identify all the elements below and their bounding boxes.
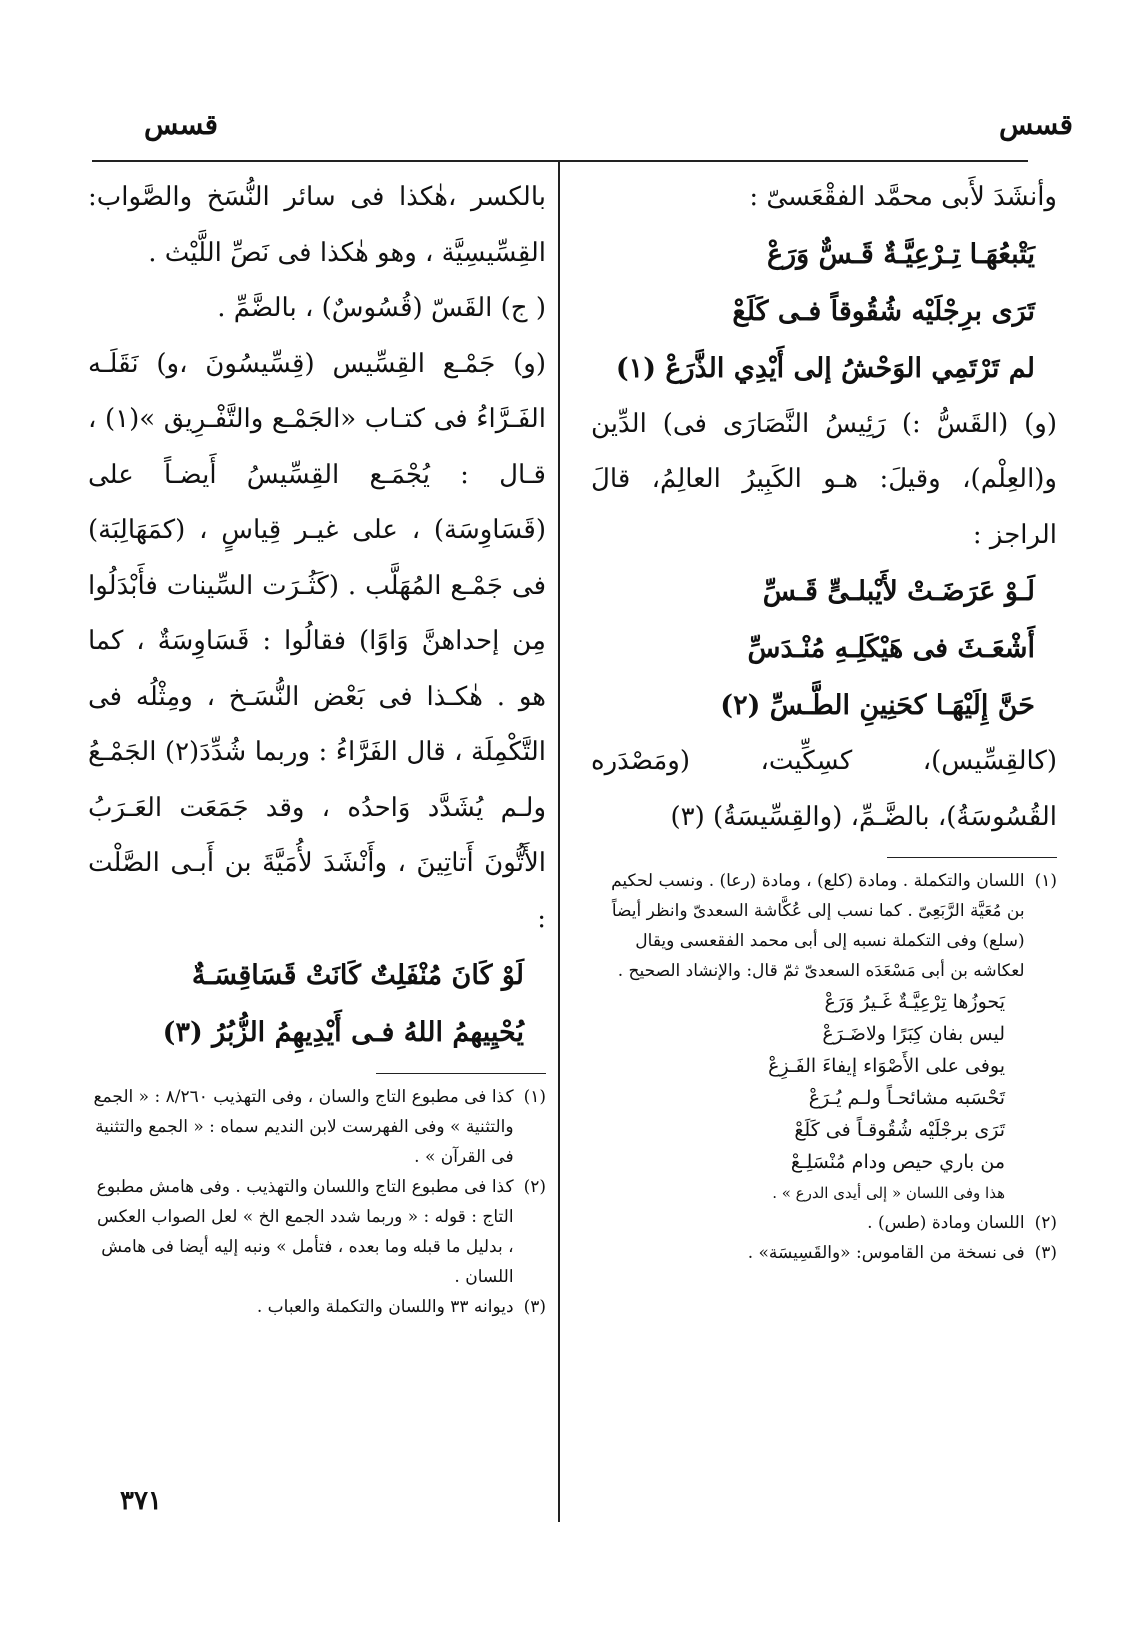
left-paragraph-kasr: بالكسر ،هٰكذا فى سائر النُّسَخ والصَّواب: القِسِّيسِيَّة ، وهو هٰكذا فى نَصِّ اللَّيْث .	[88, 182, 546, 268]
verse-line: حَنَّ إِلَيْهَـا كحَنِينِ الطَّـسِّ (٢)	[720, 690, 1035, 721]
footnote-poem	[591, 986, 1057, 1178]
footnote-text: كذا فى مطبوع التاج واللسان والتهذيب . وفى هامش مطبوع التاج : قوله : « وربما شدد الجمع الخ » لعل الصواب العكس ، بدليل ما قبله وما بعده ، فتأمل » ونبه إليه أيضا فى هامش اللسان .	[96, 1177, 514, 1287]
verse-line: أَشْعَـثَ فى هَيْكَلِـهِ مُنْـدَسِّ	[747, 633, 1035, 664]
verse-line: لَوْ كَانَ مُنْفَلِتٌ كَانَتْ قَسَاقِسَـةٌ	[191, 960, 524, 991]
footnote-item	[591, 1208, 1057, 1238]
left-footnotes	[88, 1082, 546, 1322]
running-header-left: قسس	[144, 108, 219, 141]
header-rule	[92, 160, 1028, 162]
right-column	[591, 170, 1057, 1268]
footnote-rule	[887, 857, 1057, 858]
right-footnotes	[591, 866, 1057, 1268]
footnote-number: (١)	[523, 1087, 546, 1107]
footnote-text: اللسان والتكملة . ومادة (كلع) ، ومادة (رعا) . ونسب لحكيم بن مُعَيَّة الرَّبَعِىّ . كما نسب إلى عُكَّاشة السعدىّ وانظر أيضاً (سلع) وفى التكملة نسبه إلى أبى محمد الفقعسى ويقال لعكاشه بن أبى مَسْعَدَه السعدىّ ثمّ قال: والإنشاد الصحيح .	[611, 871, 1025, 981]
verse-line: لم تَرْتَمِي الوَحْشُ إلى أَيْدِي الذَّرَعْ (١)	[615, 352, 1035, 384]
left-column	[88, 170, 546, 1322]
right-paragraph-qissis: (كالقِسِّيس)، كسِكِّيت، (ومَصْدَره القُسُوسَةُ)، بالضَّـمِّ، (والقِسِّيسَةُ) (٣)	[591, 746, 1057, 832]
footnote-verse-line: من باري حيص ودام مُنْسَلِـعْ	[790, 1151, 1005, 1173]
footnote-item	[88, 1292, 546, 1322]
verse-line: يَتْبعُهَـا تِـرْعِيَّـةٌ قَـسٌّ وَرَعْ	[766, 238, 1035, 270]
footnote-note: هذا وفى اللسان « إلى أيدى الدرع » .	[772, 1184, 1005, 1202]
footnote-item	[591, 1238, 1057, 1268]
poem-umayya	[88, 947, 546, 1061]
footnote-verse-line: يوفى على الأَصْوَاء إيفاءَ الفَـزِعْ	[768, 1055, 1005, 1077]
footnote-verse-line: تَرَى برجْلَيْه شُقُوقـاً فى كَلَعْ	[794, 1119, 1005, 1141]
footnote-text: كذا فى مطبوع التاج والسان ، وفى التهذيب ٨/٢٦٠ : « الجمع والتثنية » وفى الفهرست لابن النديم سماه : « الجمع والتثنية فى القرآن » .	[93, 1087, 514, 1167]
footnote-text: فى نسخة من القاموس: «والقَسِيسَة» .	[747, 1243, 1025, 1263]
column-divider	[558, 160, 560, 1522]
footnote-number: (٢)	[1034, 1213, 1057, 1233]
footnote-verse-line: يَحوزُها تِرْعِيَّـةٌ غَـيرُ وَرَعْ	[824, 991, 1005, 1013]
footnote-item	[88, 1082, 546, 1172]
footnote-item	[88, 1172, 546, 1292]
right-intro: وأنشَدَ لأَبى محمَّد الفقْعَسىّ :	[749, 182, 1057, 212]
footnote-number: (١)	[1034, 871, 1057, 891]
verse-line: يُحْيِيهمُ اللهُ فـى أَيْدِيهِمُ الزُّبُرُ (٣)	[162, 1017, 524, 1048]
footnote-number: (٢)	[523, 1177, 546, 1197]
left-paragraph-plural: ( ج) القَسّ (قُسُوسٌ) ، بالضَّمِّ .	[217, 293, 546, 323]
footnote-text: ديوانه ٣٣ واللسان والتكملة والعباب .	[256, 1297, 514, 1317]
poem-qas-wara	[591, 226, 1057, 397]
footnote-number: (٣)	[1034, 1243, 1057, 1263]
footnote-text: اللسان ومادة (طس) .	[867, 1213, 1025, 1233]
footnote-rule	[376, 1073, 546, 1074]
right-paragraph-qass: (و) (القَسُّ :) رَئِيسُ النَّصَارَى فى) الدِّين و(العِلْم)، وقيلَ: هـو الكَبِيرُ العالِمُ، قالَ الراجز :	[591, 408, 1057, 550]
footnote-item	[591, 866, 1057, 986]
footnote-verse-line: تَحْسَبه مشائحـاً ولـم يُـرَعْ	[808, 1087, 1005, 1109]
running-header-right: قسس	[998, 108, 1073, 141]
verse-line: لَـوْ عَرَضَـتْ لأَيْبلـىٍّ قَـسِّ	[762, 576, 1035, 607]
footnote-verse-line: ليس بفان كِبَرًا ولاضَـرَعْ	[822, 1023, 1005, 1045]
poem-ayblay	[591, 563, 1057, 734]
footnote-number: (٣)	[523, 1297, 546, 1317]
left-paragraph-qissisun: (و) جَمْـع القِسِّيس (قِسِّيسُونَ ،و) نَقَلَـه الفَـرَّاءُ فى كتـاب «الجَمْـع والتَّفْـرِيق »(١) ، قـال : يُجْمَـع القِسِّيسُ أَيضـاً على (قَسَاوِسَة) ، على غيـر قِياسٍ ، (كمَهَالِبَة) فى جَمْـع المُهَلَّب . (كَثُـرَت السِّينات فأَبْدَلُوا مِن إحداهنَّ وَاوًا) فقالُوا : قَسَاوِسَةٌ ، كما هو . هٰكـذا فى بَعْض النُّسَـخ ، ومِثْلُه فى التَّكْمِلَة ، قال الفَرَّاءُ : وربما شُدِّدَ(٢) الجَمْـعُ ولـم يُشَدَّد وَاحدُه ، وقد جَمَعَت العَـرَبُ الأَتُّونَ أَتاتِينَ ، وأَنْشَدَ لأُمَيَّةَ بن أَبـى الصَّلْت :	[88, 348, 546, 934]
page-number: ٣٧١	[120, 1486, 162, 1516]
verse-line: تَرَى برِجْلَيْه شُقُوقاً فـى كَلَعْ	[732, 295, 1035, 327]
